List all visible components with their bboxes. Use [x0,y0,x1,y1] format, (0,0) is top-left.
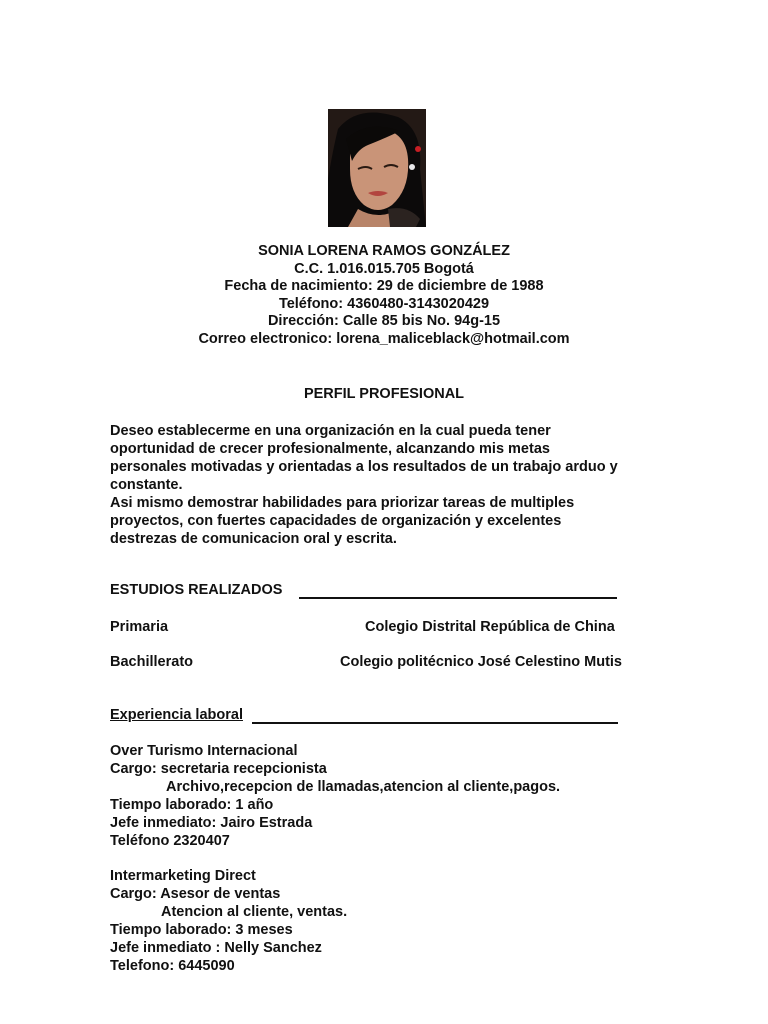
person-name: SONIA LORENA RAMOS GONZÁLEZ [258,243,510,259]
profile-line: Deseo establecerme en una organización en la cual pueda tener [110,423,551,439]
study-level: Primaria [110,619,169,635]
person-birthdate: Fecha de nacimiento: 29 de diciembre de 1988 [224,278,544,295]
job-tasks: Atencion al cliente, ventas. [161,904,348,920]
job-boss: Jefe inmediato: Jairo Estrada [110,815,313,831]
profile-line: proyectos, con fuertes capacidades de organización y excelentes [110,513,562,529]
person-email: Correo electronico: lorena_maliceblack@hotmail.com [198,330,570,347]
study-school: Colegio Distrital República de China [365,619,615,635]
studies-title: ESTUDIOS REALIZADOS [110,582,283,598]
profile-line: Asi mismo demostrar habilidades para priorizar tareas de multiples [110,495,575,511]
job-tasks: Archivo,recepcion de llamadas,atencion al cliente,pagos. [166,779,561,795]
profile-line: destrezas de comunicacion oral y escrita. [110,531,397,547]
job-company: Over Turismo Internacional [110,743,298,759]
study-level: Bachillerato [110,654,193,670]
job-time: Tiempo laborado: 3 meses [110,922,293,938]
profile-line: personales motivadas y orientadas a los resultados de un trabajo arduo y [110,459,618,475]
experience-title-underline [252,722,618,724]
personal-info [0,243,768,349]
job-role: Cargo: Asesor de ventas [110,886,281,902]
study-school: Colegio politécnico José Celestino Mutis [340,654,622,670]
profile-title: PERFIL PROFESIONAL [303,386,465,402]
profile-line: oportunidad de crecer profesionalmente, alcanzando mis metas [110,441,550,457]
job-time: Tiempo laborado: 1 año [110,797,274,813]
person-address: Dirección: Calle 85 bis No. 94g-15 [267,313,501,330]
profile-paragraph [110,422,670,548]
person-phone: Teléfono: 4360480-3143020429 [278,295,490,312]
person-id: C.C. 1.016.015.705 Bogotá [294,260,474,277]
job-phone: Teléfono 2320407 [110,833,230,849]
job-role: Cargo: secretaria recepcionista [110,761,327,777]
profile-photo [328,109,426,227]
studies-title-underline [299,597,617,599]
portrait-image [328,109,426,227]
job-boss: Jefe inmediato : Nelly Sanchez [110,940,322,956]
job-phone: Telefono: 6445090 [110,958,235,974]
job-entry [110,867,670,975]
experience-title: Experiencia laboral [110,707,243,723]
job-company: Intermarketing Direct [110,868,256,884]
profile-line: constante. [110,477,183,493]
job-entry [110,742,670,850]
